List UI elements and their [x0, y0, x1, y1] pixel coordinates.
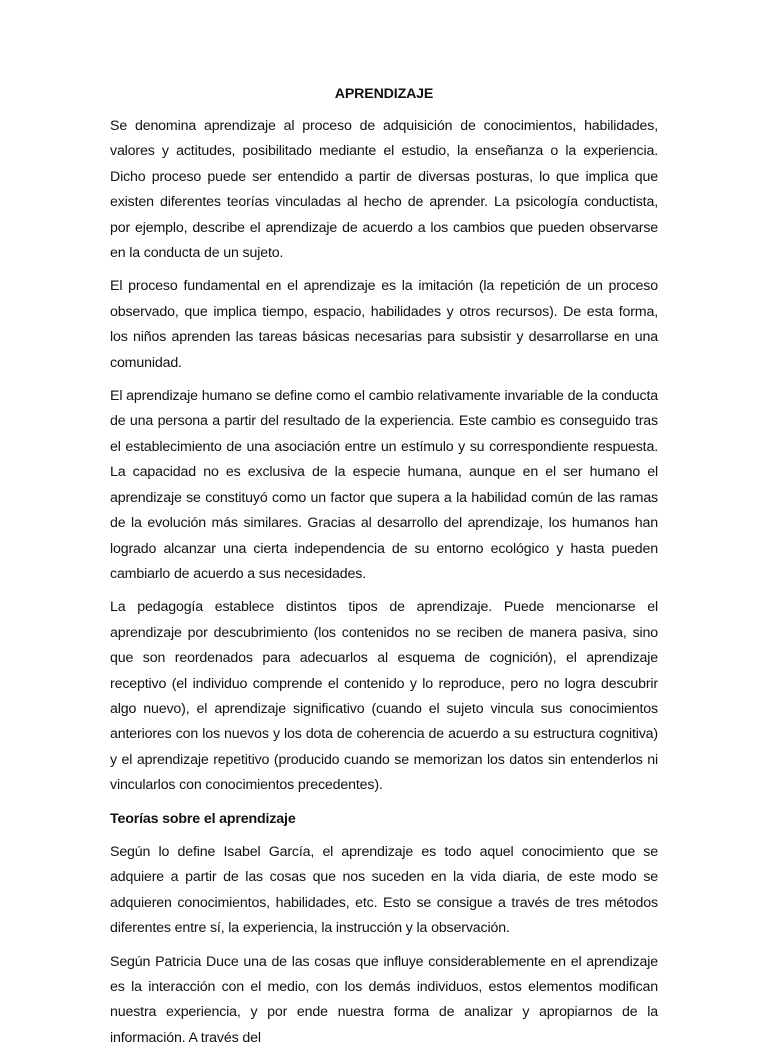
document-page [110, 83, 658, 1059]
paragraph-definition: Se denomina aprendizaje al proceso de adquisición de conocimientos, habilidades, valores y actitudes, posibilitado mediante el estudio, la enseñanza o la experiencia. Dicho proceso puede ser entendido a partir de diversas posturas, lo que implica que existen diferentes teorías vinculadas al hecho de aprender. La psicología conductista, por ejemplo, describe el aprendizaje de acuerdo a los cambios que pueden observarse en la conducta de un sujeto. [110, 118, 658, 262]
paragraph-imitation: El proceso fundamental en el aprendizaje es la imitación (la repetición de un proceso observado, que implica tiempo, espacio, habilidades y otros recursos). De esta forma, los niños aprenden las tareas básicas necesarias para subsistir y desarrollarse en una comunidad. [110, 278, 658, 371]
document-title: APRENDIZAJE [334, 86, 434, 102]
section-heading-theories: Teorías sobre el aprendizaje [110, 810, 296, 827]
paragraph-pedagogy-types: La pedagogía establece distintos tipos de aprendizaje. Puede mencionarse el aprendizaje por descubrimiento (los contenidos no se reciben de manera pasiva, sino que son reordenados para adecuarlos al esquema de cognición), el aprendizaje receptivo (el individuo comprende el contenido y lo reproduce, pero no logra descubrir algo nuevo), el aprendizaje significativo (cuando el sujeto vincula sus conocimientos anteriores con los nuevos y los dota de coherencia de acuerdo a su estructura cognitiva) y el aprendizaje repetitivo (producido cuando se memorizan los datos sin entenderlos ni vincularlos con conocimientos precedentes). [110, 599, 658, 794]
paragraph-human-learning: El aprendizaje humano se define como el cambio relativamente invariable de la conducta de una persona a partir del resultado de la experiencia. Este cambio es conseguido tras el establecimiento de una asociación entre un estímulo y su correspondiente respuesta. La capacidad no es exclusiva de la especie humana, aunque en el ser humano el aprendizaje se constituyó como un factor que supera a la habilidad común de las ramas de la evolución más similares. Gracias al desarrollo del aprendizaje, los humanos han logrado alcanzar una cierta independencia de su entorno ecológico y hasta pueden cambiarlo de acuerdo a sus necesidades. [110, 388, 658, 582]
paragraph-patricia-duce: Según Patricia Duce una de las cosas que influye considerablemente en el aprendizaje es la interacción con el medio, con los demás individuos, estos elementos modifican nuestra experiencia, y por ende nuestra forma de analizar y apropiarnos de la información. A través del [110, 953, 658, 1046]
paragraph-isabel-garcia: Según lo define Isabel García, el aprendizaje es todo aquel conocimiento que se adquiere a partir de las cosas que nos suceden en la vida diaria, de este modo se adquieren conocimientos, habilidades, etc. Esto se consigue a través de tres métodos diferentes entre sí, la experiencia, la instrucción y la observación. [110, 843, 658, 937]
